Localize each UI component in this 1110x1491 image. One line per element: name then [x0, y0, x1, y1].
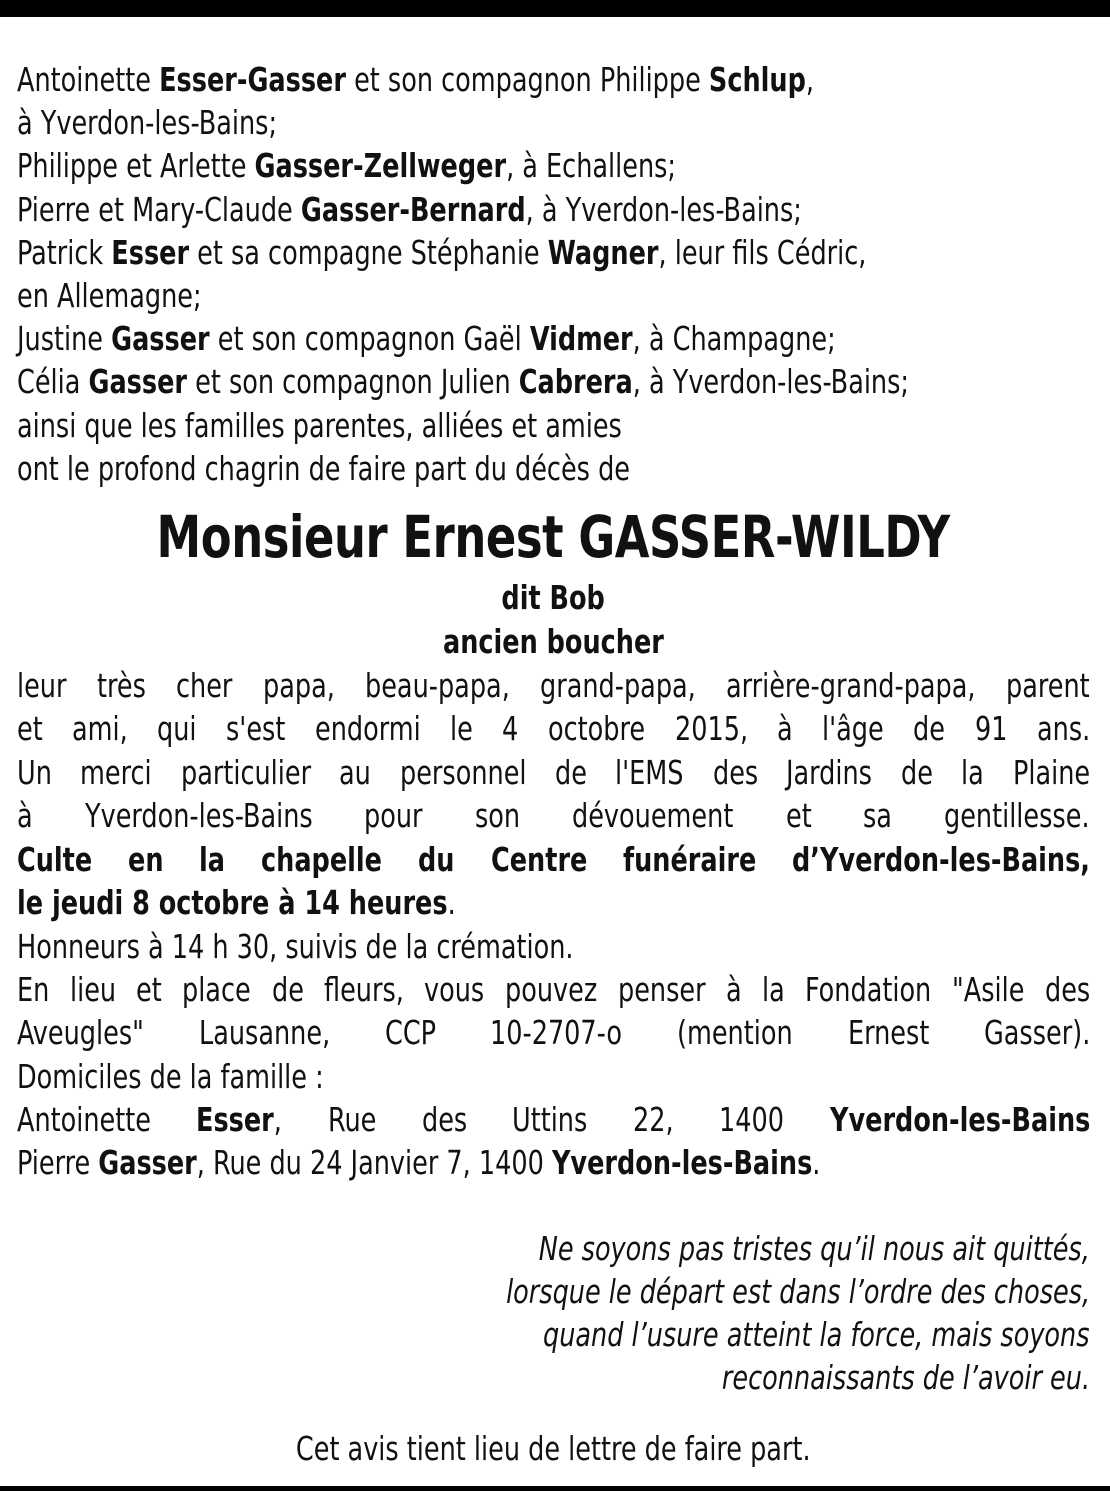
text-run: et: [785, 796, 812, 836]
body-line: [17, 707, 1090, 751]
text-run: Antoinette: [17, 1099, 151, 1139]
word: [17, 968, 49, 1012]
bold-name: en: [128, 839, 164, 879]
word: [618, 968, 706, 1012]
bold-name: Gasser-Zellweger: [254, 146, 507, 186]
word: [975, 707, 1007, 751]
text-run: , à Yverdon-les-Bains;: [525, 189, 802, 229]
text-run: arrière-grand-papa,: [726, 665, 976, 705]
word: [157, 707, 197, 751]
word: [422, 1098, 467, 1142]
word: [339, 751, 371, 795]
bold-name: Gasser-Bernard: [300, 189, 526, 229]
text-run: et son compagnon Philippe: [345, 60, 709, 99]
text-run: à: [17, 796, 33, 836]
word: [675, 707, 748, 751]
word: [226, 707, 285, 751]
word: [17, 838, 92, 882]
word: [848, 1011, 929, 1055]
text-run: de: [913, 709, 946, 749]
text-run: pour: [364, 796, 423, 836]
word: [786, 794, 812, 838]
bold-name: Esser: [111, 232, 190, 272]
word: [961, 751, 984, 795]
bold-name: Wagner: [547, 232, 659, 272]
word: [805, 968, 931, 1012]
donation-line-1: [17, 968, 1090, 1012]
donation-line-2: [17, 1011, 1090, 1055]
word: [726, 968, 742, 1012]
domiciles-label-line: [17, 1055, 1090, 1098]
text-run: l'EMS: [615, 752, 684, 792]
text-run: particulier: [180, 752, 311, 792]
text-run: personnel: [399, 752, 527, 792]
text-run: des: [1044, 969, 1090, 1009]
bold-name: Esser-Gasser: [159, 60, 346, 99]
word: [762, 968, 785, 1012]
body-line: [17, 751, 1090, 795]
word: [944, 794, 1090, 838]
text-run: très: [96, 665, 146, 705]
word: [181, 751, 311, 795]
text-run: Jardins: [786, 752, 873, 792]
service-line: [17, 881, 1090, 924]
family-line: [17, 58, 1090, 101]
deceased-name: Monsieur Ernest GASSER-WILDY: [156, 502, 951, 571]
bold-name: Centre: [490, 839, 587, 879]
text-run: Célia: [17, 362, 89, 402]
text-run: Justine: [17, 319, 112, 359]
text-run: , leur fils Cédric,: [658, 232, 867, 272]
family-line: [17, 144, 1090, 187]
text-run: l'âge: [822, 709, 884, 749]
family-announcement: [17, 58, 1090, 490]
word: [572, 794, 733, 838]
bold-name: Schlup: [708, 60, 806, 99]
text-run: pouvez: [505, 969, 598, 1009]
text-run: Rue: [327, 1099, 377, 1139]
text-run: Gasser).: [983, 1013, 1090, 1053]
bold-name: Gasser: [88, 362, 188, 402]
poem-line-text: quand l’usure atteint la force, mais soyons: [543, 1314, 1090, 1354]
text-run: qui: [157, 709, 197, 749]
text-run: Un: [17, 752, 52, 792]
text-run: Philippe et Arlette: [17, 146, 255, 186]
deceased-name-heading: [17, 498, 1090, 576]
family-line: [17, 101, 1090, 144]
word: [17, 794, 33, 838]
text-run: fleurs,: [324, 969, 404, 1009]
word: [502, 707, 518, 751]
text-run: et sa compagne Stéphanie: [189, 232, 548, 272]
text-run: Uttins: [512, 1099, 588, 1139]
family-line: [17, 404, 1090, 447]
text-run: 2015,: [674, 709, 748, 749]
text-run: leur: [17, 665, 67, 705]
text-run: Patrick: [17, 232, 112, 272]
word: [677, 1011, 793, 1055]
family-line: [17, 317, 1090, 360]
service-date-time: le jeudi 8 octobre à 14 heures: [17, 883, 448, 923]
text-run: "Asile: [951, 969, 1025, 1009]
word: [913, 707, 945, 751]
text-run: à: [777, 709, 793, 749]
text-run: Aveugles": [17, 1013, 144, 1053]
family-line: [17, 360, 1090, 403]
word: [17, 664, 66, 708]
bold-name: Yverdon-les-Bains: [551, 1143, 813, 1183]
text-run: la: [961, 752, 985, 792]
text-run: ,: [274, 1099, 283, 1139]
bold-name: Yverdon-les-Bains: [829, 1099, 1090, 1139]
text-run: parent: [1006, 665, 1090, 705]
word: [196, 1098, 282, 1142]
word: [450, 707, 473, 751]
text-run: des: [421, 1099, 467, 1139]
text-run: Lausanne,: [198, 1013, 330, 1053]
word: [555, 751, 587, 795]
bottom-border-rule: [0, 1486, 1110, 1491]
text-run: lieu: [69, 969, 116, 1009]
text-run: dévouement: [572, 796, 734, 836]
text-run: endormi: [315, 709, 421, 749]
text-run: à Yverdon-les-Bains;: [17, 103, 278, 143]
closing-text: Cet avis tient lieu de lettre de faire part.: [296, 1428, 811, 1468]
family-line-text: [17, 447, 630, 490]
poem-line: [17, 1227, 1090, 1270]
word: [80, 751, 152, 795]
text-run: sa: [863, 796, 893, 836]
profession-line: [17, 620, 1090, 664]
text-run: Fondation: [805, 969, 932, 1009]
family-line-text: [17, 101, 277, 144]
family-line-text: [17, 231, 866, 274]
family-line-text: [17, 144, 676, 187]
text-run: et son compagnon Gaël: [209, 319, 530, 359]
word: [263, 664, 335, 708]
body-line: [17, 664, 1090, 708]
word: [315, 707, 421, 751]
text-run: penser: [617, 969, 706, 1009]
closing-line: [17, 1427, 1090, 1470]
poem-line: [17, 1313, 1090, 1356]
body-line: [17, 838, 1090, 882]
word: [952, 968, 1024, 1012]
word: [726, 664, 976, 708]
body-line: [17, 794, 1090, 838]
word: [822, 707, 884, 751]
address-pierre: [17, 1141, 1090, 1184]
poem-line-text: lorsque le départ est dans l’ordre des choses,: [505, 1271, 1090, 1311]
word: [540, 664, 696, 708]
word: [1013, 751, 1090, 795]
text-run: Pierre et Mary-Claude: [17, 189, 301, 229]
word: [17, 1098, 151, 1142]
text-run: beau-papa,: [365, 665, 510, 705]
text-run: Plaine: [1012, 752, 1090, 792]
text-run: (mention: [677, 1013, 793, 1053]
word: [199, 838, 225, 882]
text-run: papa,: [262, 665, 335, 705]
bold-name: chapelle: [261, 839, 383, 879]
text-run: des: [712, 752, 758, 792]
word: [863, 794, 892, 838]
text-run: au: [339, 752, 372, 792]
text-run: 1400: [719, 1099, 785, 1139]
text-run: et: [17, 709, 43, 749]
bold-name: la: [199, 839, 226, 879]
nickname: dit Bob: [501, 577, 606, 617]
word: [199, 1011, 330, 1055]
text-run: CCP: [384, 1013, 436, 1053]
service-text: [17, 881, 456, 924]
service-line-end: .: [447, 883, 456, 923]
poem-line: [17, 1270, 1090, 1313]
word: [261, 838, 382, 882]
word: [128, 838, 164, 882]
text-run: octobre: [548, 709, 646, 749]
honours-line: [17, 925, 1090, 968]
obituary-notice: [17, 58, 1090, 1470]
word: [17, 751, 52, 795]
text-run: place: [182, 969, 252, 1009]
text-run: la: [761, 969, 785, 1009]
text-run: ainsi que les familles parentes, alliées et amies: [17, 405, 622, 445]
text-run: de: [900, 752, 933, 792]
word: [70, 968, 116, 1012]
text-run: grand-papa,: [540, 665, 697, 705]
word: [548, 707, 645, 751]
text-run: cher: [176, 665, 233, 705]
word: [272, 968, 304, 1012]
text-run: Pierre: [17, 1143, 99, 1183]
word: [792, 838, 1090, 882]
text-run: ont le profond chagrin de faire part du décès de: [17, 448, 631, 488]
poem-line-text: reconnaissants de l’avoir eu.: [721, 1357, 1090, 1397]
word: [328, 1098, 376, 1142]
family-line: [17, 447, 1090, 490]
word: [85, 794, 313, 838]
text-run: 22,: [633, 1099, 674, 1139]
text-run: , à Echallens;: [506, 146, 677, 186]
bold-name: Vidmer: [529, 319, 633, 359]
word: [830, 1098, 1090, 1142]
text-run: Yverdon-les-Bains: [84, 796, 313, 836]
text-run: merci: [80, 752, 153, 792]
word: [17, 1011, 144, 1055]
word: [512, 1098, 587, 1142]
word: [633, 1098, 674, 1142]
address-antoinette: [17, 1098, 1090, 1142]
word: [176, 664, 232, 708]
word: [97, 664, 146, 708]
word: [505, 968, 597, 1012]
text-run: vous: [424, 969, 485, 1009]
text-run: de: [554, 752, 587, 792]
family-line: [17, 188, 1090, 231]
word: [182, 968, 251, 1012]
profession: ancien boucher: [443, 621, 664, 661]
word: [623, 838, 756, 882]
obituary-body: [17, 664, 1090, 882]
poem-line: [17, 1356, 1090, 1399]
word: [901, 751, 933, 795]
bold-name: du: [418, 839, 455, 879]
text-run: en Allemagne;: [17, 275, 202, 315]
text-run: En: [17, 969, 50, 1009]
bold-name: Culte: [17, 839, 93, 879]
bold-name: Gasser: [111, 319, 210, 359]
text-run: gentillesse.: [944, 796, 1090, 836]
word: [364, 794, 423, 838]
text-run: et: [136, 969, 163, 1009]
text-run: .: [812, 1143, 821, 1183]
text-run: Ernest: [847, 1013, 929, 1053]
poem: [17, 1227, 1090, 1399]
word: [17, 707, 43, 751]
word: [385, 1011, 436, 1055]
bold-name: Gasser: [98, 1143, 197, 1183]
address-pierre-text: [17, 1141, 820, 1184]
text-run: son: [475, 796, 521, 836]
text-run: s'est: [226, 709, 286, 749]
top-border-rule: [0, 0, 1110, 17]
text-run: , Rue du 24 Janvier 7, 1400: [196, 1143, 552, 1183]
bold-name: d’Yverdon-les-Bains,: [791, 839, 1090, 879]
word: [324, 968, 404, 1012]
family-line-text: [17, 404, 622, 447]
word: [1045, 968, 1090, 1012]
text-run: ami,: [72, 709, 128, 749]
word: [786, 751, 872, 795]
family-line: [17, 231, 1090, 274]
family-line-text: [17, 58, 814, 101]
word: [713, 751, 758, 795]
family-line-text: [17, 188, 802, 231]
word: [424, 968, 484, 1012]
text-run: 4: [502, 709, 519, 749]
word: [1037, 707, 1090, 751]
word: [400, 751, 527, 795]
word: [984, 1011, 1090, 1055]
honours-text: Honneurs à 14 h 30, suivis de la crémation.: [17, 926, 574, 966]
text-run: , à Yverdon-les-Bains;: [632, 362, 910, 402]
family-line-text: [17, 360, 909, 403]
nickname-line: [17, 576, 1090, 620]
family-line-text: [17, 317, 836, 360]
word: [615, 751, 683, 795]
text-run: ans.: [1036, 709, 1090, 749]
word: [136, 968, 162, 1012]
word: [365, 664, 510, 708]
text-run: 91: [974, 709, 1008, 749]
text-run: et son compagnon Julien: [187, 362, 519, 402]
bold-name: Esser: [196, 1099, 275, 1139]
text-run: 10-2707-o: [490, 1013, 623, 1053]
word: [418, 838, 454, 882]
text-run: le: [450, 709, 473, 749]
text-run: à: [725, 969, 742, 1009]
text-run: , à Champagne;: [632, 319, 836, 359]
word: [475, 794, 520, 838]
family-line: [17, 274, 1090, 317]
text-run: ,: [805, 60, 814, 99]
poem-line-text: Ne soyons pas tristes qu’il nous ait quittés,: [538, 1228, 1090, 1268]
domiciles-label: Domiciles de la famille :: [17, 1056, 324, 1096]
word: [491, 838, 587, 882]
text-run: de: [271, 969, 304, 1009]
word: [1006, 664, 1090, 708]
text-run: Antoinette: [17, 60, 160, 99]
word: [719, 1098, 784, 1142]
bold-name: funéraire: [622, 839, 757, 879]
word: [777, 707, 793, 751]
word: [490, 1011, 622, 1055]
bold-name: Cabrera: [518, 362, 633, 402]
family-line-text: [17, 274, 202, 317]
word: [72, 707, 128, 751]
